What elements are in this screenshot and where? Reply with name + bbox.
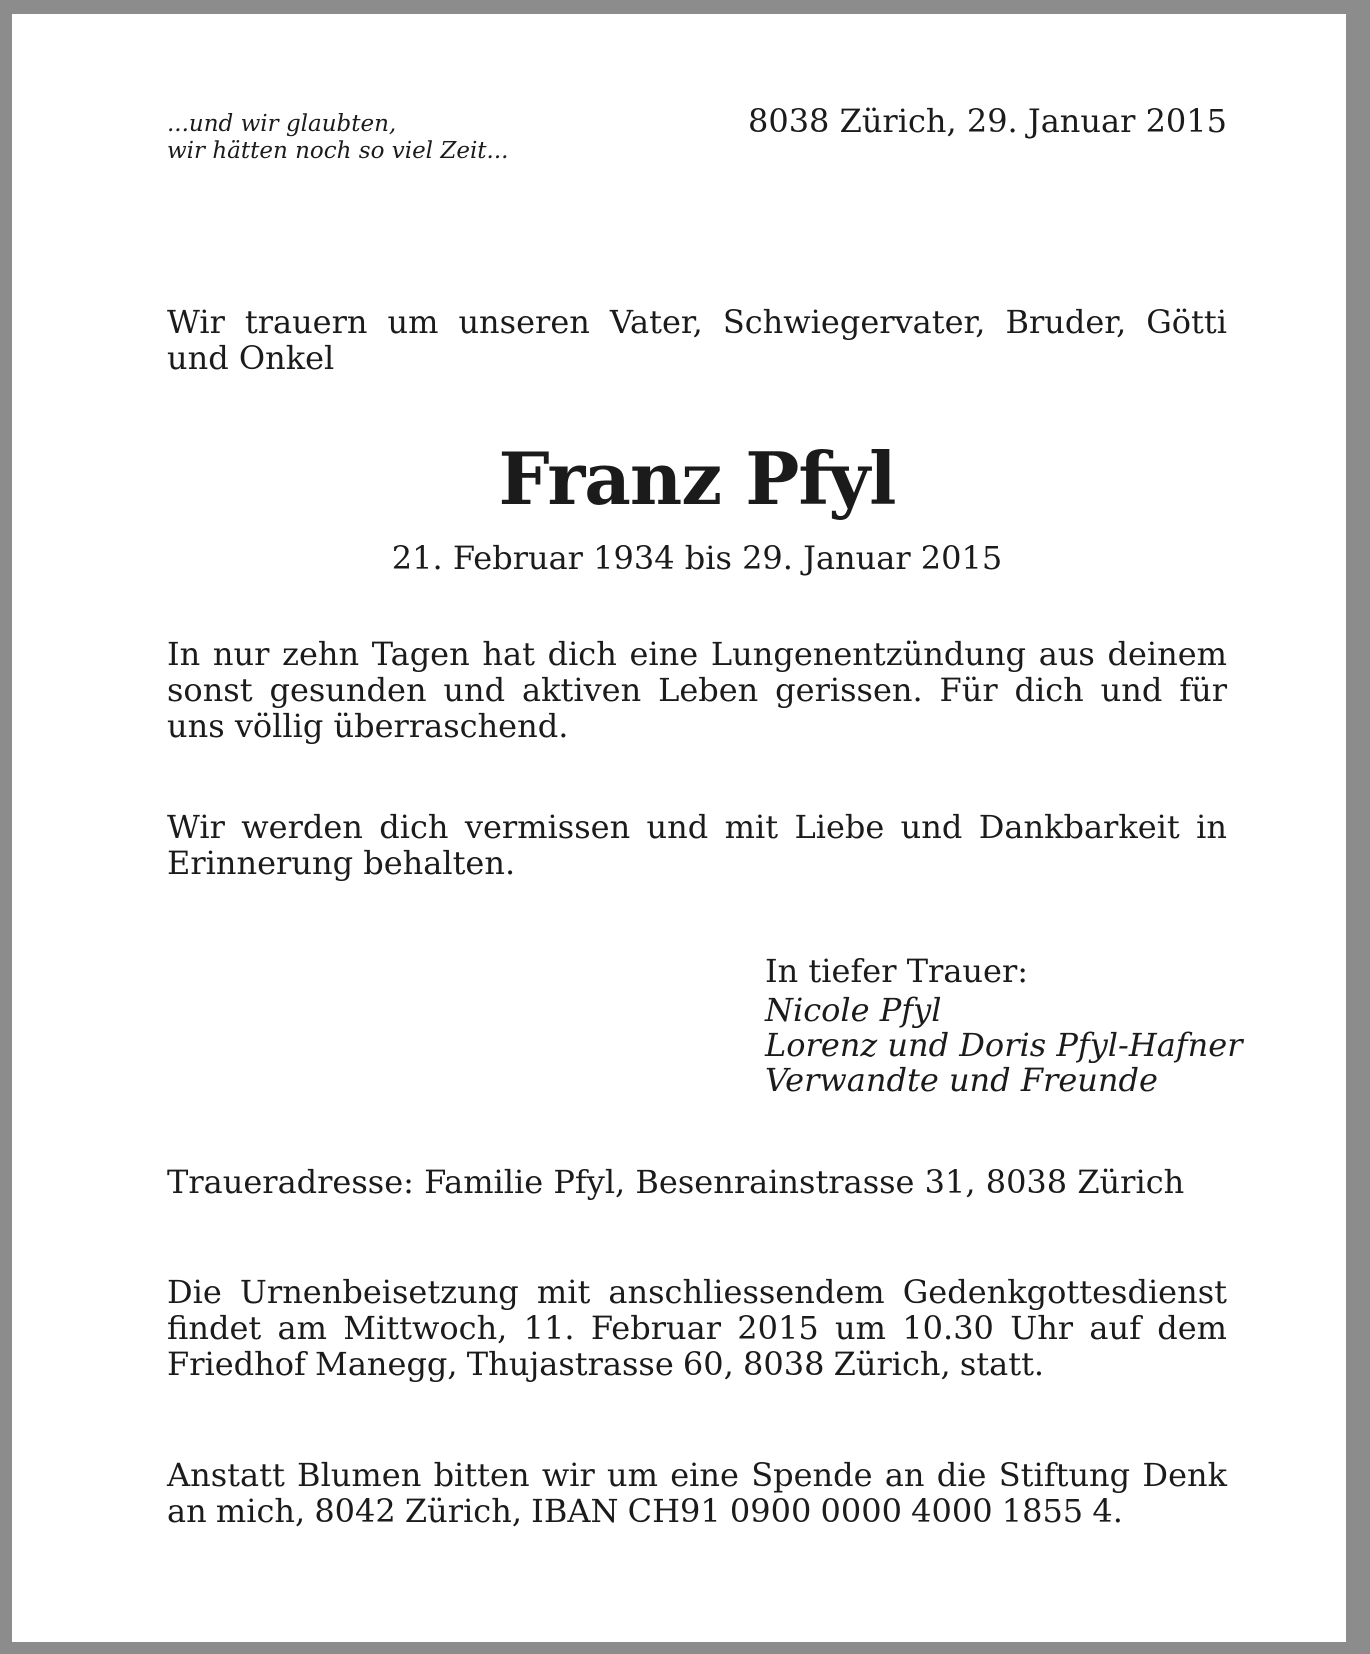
intro-text: Wir trauern um unseren Vater, Schwiegervater, Bruder, Götti und Onkel	[167, 303, 1227, 377]
ceremony-paragraph: Die Urnenbeisetzung mit anschliessendem Gedenkgottesdienst findet am Mittwoch, 11. Februar 2015 um 10.30 Uhr auf dem Friedhof Manegg, Thujastrasse 60, 8038 Zürich, statt.	[167, 1273, 1227, 1383]
motto-line-1: ...und wir glaubten,	[167, 111, 397, 137]
mourners-block	[765, 954, 1242, 1098]
mourner-name: Nicole Pfyl	[765, 991, 942, 1029]
deceased-name: Franz Pfyl	[498, 436, 896, 521]
obituary-content	[167, 14, 1243, 1642]
lifespan-dates: 21. Februar 1934 bis 29. Januar 2015	[391, 539, 1003, 577]
remembrance-paragraph: Wir werden dich vermissen und mit Liebe und Dankbarkeit in Erinnerung behalten.	[167, 808, 1227, 882]
motto-quote	[167, 111, 508, 165]
mourner-name: Verwandte und Freunde	[765, 1061, 1158, 1099]
donation-paragraph: Anstatt Blumen bitten wir um eine Spende an die Stiftung Denk an mich, 8042 Zürich, IBAN CH91 0900 0000 4000 1855 4.	[167, 1456, 1227, 1530]
mourning-address: Traueradresse: Familie Pfyl, Besenrainstrasse 31, 8038 Zürich	[167, 1163, 1185, 1201]
motto-line-2: wir hätten noch so viel Zeit...	[167, 138, 509, 164]
mourners-heading: In tiefer Trauer:	[765, 952, 1029, 990]
illness-paragraph: In nur zehn Tagen hat dich eine Lungenentzündung aus deinem sonst gesunden und aktiven Leben gerissen. Für dich und für uns völlig überraschend.	[167, 635, 1227, 745]
mourner-name: Lorenz und Doris Pfyl-Hafner	[765, 1026, 1243, 1064]
obituary-page	[12, 14, 1346, 1642]
place-date: 8038 Zürich, 29. Januar 2015	[747, 102, 1227, 140]
